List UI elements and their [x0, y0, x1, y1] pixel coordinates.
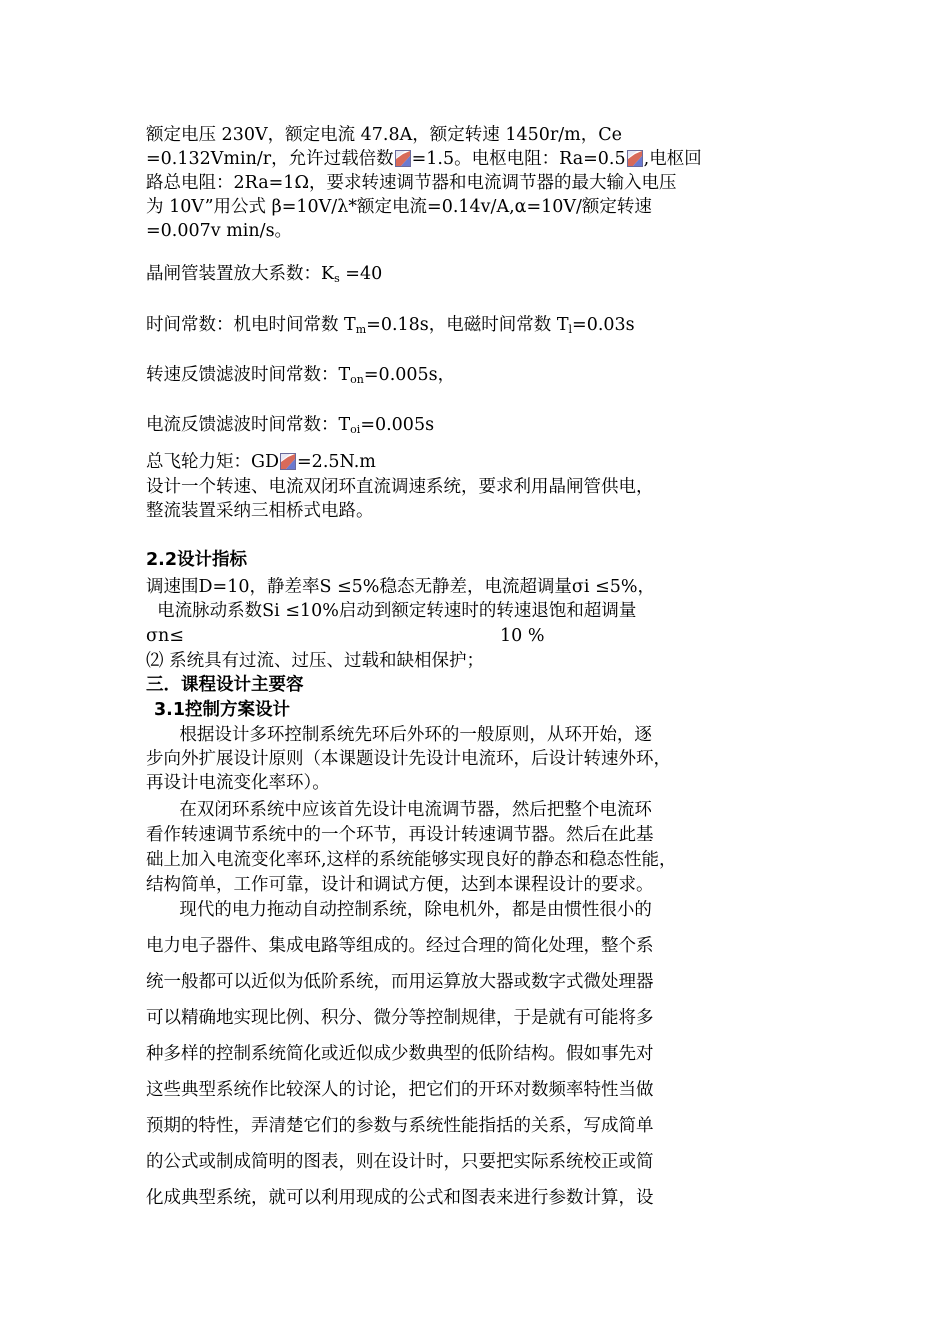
params-line-4: 为 10V”用公式 β=10V/λ*额定电流=0.14v/A,α=10V/额定转速 [146, 197, 652, 217]
para3-line-2: 电力电子器件、集成电路等组成的。经过合理的简化处理，整个系 [146, 936, 654, 956]
para3-line-7: 预期的特性，弄清楚它们的参数与系统性能指括的关系，写成简单 [146, 1116, 654, 1136]
ks-label: 晶闸管装置放大系数：K [146, 264, 335, 284]
para1-line-2: 步向外扩展设计原则（本课题设计先设计电流环，后设计转速外环， [146, 749, 671, 769]
params-line-2b: =1.5。电枢电阻：Ra=0.5 [411, 149, 626, 169]
ton-label: 转速反馈滤波时间常数：T [146, 365, 351, 385]
ton-line [146, 363, 455, 392]
spec-line-1: 调速围D=10，静差率S ≤5%稳态无静差，电流超调量σi ≤5%， [146, 577, 655, 597]
para3-line-5: 种多样的控制系统简化或近似成少数典型的低阶结构。假如事先对 [146, 1044, 654, 1064]
design-line-2: 整流装置采纳三相桥式电路。 [146, 501, 374, 521]
ton-value: =0.005s， [363, 365, 456, 385]
params-line-2a: =0.132Vmin/r，允许过载倍数 [146, 149, 394, 169]
gd-label: 总飞轮力矩：GD [146, 452, 280, 472]
spec-line-3a: σn≤ [146, 626, 184, 646]
para2-line-3: 础上加入电流变化率环,这样的系统能够实现良好的静态和稳态性能， [146, 850, 677, 870]
params-line-3: 路总电阻：2Ra=1Ω，要求转速调节器和电流调节器的最大输入电压 [146, 173, 677, 193]
para2-line-1: 在双闭环系统中应该首先设计电流调节器，然后把整个电流环 [146, 800, 652, 820]
spec-line-3b: 10 % [500, 626, 545, 646]
toi-value: =0.005s [360, 415, 435, 435]
tl-label: =0.18s，电磁时间常数 T [366, 315, 569, 335]
params-line-1: 额定电压 230V，额定电流 47.8A，额定转速 1450r/m，Ce [146, 125, 622, 145]
time-constants-line [146, 313, 635, 342]
spec-line-2: 电流脉动系数Si ≤10%启动到额定转速时的转速退饱和超调量 [146, 601, 637, 621]
toi-subscript: oi [350, 423, 361, 436]
design-line-1: 设计一个转速、电流双闭环直流调速系统，要求利用晶闸管供电， [146, 477, 654, 497]
para3-line-8: 的公式或制成简明的图表，则在设计时，只要把实际系统校正或简 [146, 1152, 654, 1172]
ks-line [146, 262, 382, 291]
tl-value: =0.03s [572, 315, 635, 335]
para1-line-1: 根据设计多环控制系统先环后外环的一般原则，从环开始，逐 [146, 725, 652, 745]
section-3-1-heading: 3.1控制方案设计 [154, 700, 291, 720]
section-3-heading: 三．课程设计主要容 [146, 675, 304, 695]
ks-value: =40 [339, 264, 383, 284]
para3-line-6: 这些典型系统作比较深人的讨论，把它们的开环对数频率特性当做 [146, 1080, 654, 1100]
params-line-5: =0.007v min/s。 [146, 221, 293, 241]
para2-line-2: 看作转速调节系统中的一个环节，再设计转速调节器。然后在此基 [146, 825, 654, 845]
ton-subscript: on [350, 373, 364, 386]
tm-subscript: m [355, 323, 367, 336]
para3-line-9: 化成典型系统，就可以利用现成的公式和图表来进行参数计算，设 [146, 1188, 654, 1208]
spec-line-4: ⑵ 系统具有过流、过压、过载和缺相保护； [146, 651, 485, 671]
broken-image-icon [395, 150, 411, 167]
broken-image-icon [280, 453, 296, 470]
para3-line-3: 统一般都可以近似为低阶系统，而用运算放大器或数字式微处理器 [146, 972, 654, 992]
para2-line-4: 结构简单，工作可靠，设计和调试方便，达到本课程设计的要求。 [146, 875, 654, 895]
para3-line-1: 现代的电力拖动自动控制系统，除电机外，都是由惯性很小的 [146, 900, 652, 920]
params-line-2 [146, 147, 702, 171]
toi-line [146, 413, 434, 442]
tl-subscript: l [568, 323, 573, 336]
broken-image-icon [627, 150, 643, 167]
params-line-2c: ,电枢回 [643, 149, 702, 169]
toi-label: 电流反馈滤波时间常数：T [146, 415, 351, 435]
tm-label: 时间常数：机电时间常数 T [146, 315, 356, 335]
ks-subscript: s [334, 272, 340, 285]
section-2-2-heading: 2.2设计指标 [146, 550, 248, 570]
para1-line-3: 再设计电流变化率环）。 [146, 773, 330, 793]
gd-line [146, 450, 376, 474]
gd-value: =2.5N.m [297, 452, 376, 472]
para3-line-4: 可以精确地实现比例、积分、微分等控制规律，于是就有可能将多 [146, 1008, 654, 1028]
